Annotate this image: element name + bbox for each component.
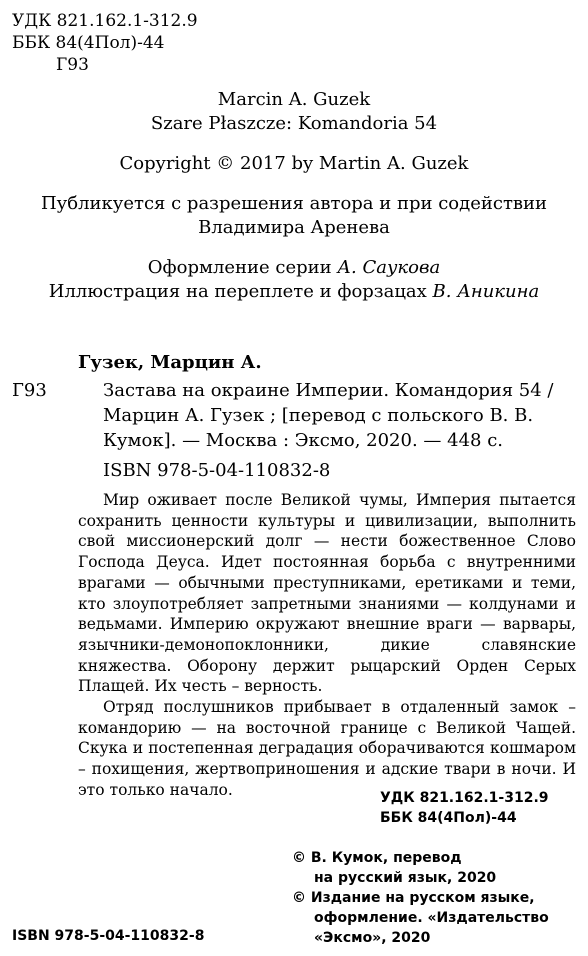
author-sign: Г93: [56, 55, 89, 75]
annotation-paragraph: Отряд послушников прибывает в отдаленный замок – командорию — на восточной границе с Великой Чащей. Скука и постепенная деградация оборачиваются кошмаром – похищения, жертвоприношения и адские твари в ночи. И это только начало.: [78, 698, 576, 799]
original-title: Szare Płaszcze: Komandoria 54: [150, 113, 438, 134]
series-design-label: Оформление серии: [147, 257, 338, 278]
footer-bbk: ББК 84(4Пол)-44: [380, 810, 517, 826]
edition-copyright-1: © Издание на русском языке,: [292, 890, 535, 906]
author-heading: Гузек, Марцин А.: [78, 352, 262, 373]
translation-copyright-2: на русский язык, 2020: [314, 870, 497, 886]
translation-copyright-1: © В. Кумок, перевод: [292, 850, 462, 866]
isbn: ISBN 978-5-04-110832-8: [103, 460, 331, 481]
bbk-code: ББК 84(4Пол)-44: [12, 33, 165, 53]
original-copyright: Copyright © 2017 by Martin A. Guzek: [119, 153, 469, 174]
permission-line-1: Публикуется с разрешения автора и при содействии: [40, 193, 548, 214]
isbn-bottom: ISBN 978-5-04-110832-8: [12, 928, 205, 944]
classification-codes: [12, 10, 198, 76]
margin-author-sign: Г93: [12, 380, 47, 401]
series-design-credit: [0, 256, 588, 280]
annotation: [78, 490, 576, 801]
copyright-notices: [292, 848, 549, 948]
illustration-label: Иллюстрация на переплете и форзацах: [48, 281, 433, 302]
annotation-paragraph: Мир оживает после Великой чумы, Империя пытается сохранить ценности культуры и цивилизации, выполнить свой миссионерский долг — нести божественное Слово Господа Деуса. Идет постоянная борьба с внутренними врагами — обычными преступниками, еретиками и теми, кто злоупотребляет запретными знаниями — колдунами и ведьмами. Империю окружают внешние враги — варвары, язычники-демонопоклонники, дикие славянские княжества. Оборону держит рыцарский Орден Серых Плащей. Их честь – верность.: [78, 491, 576, 696]
series-designer-name: А. Саукова: [337, 257, 441, 278]
illustrator-name: В. Аникина: [432, 281, 540, 302]
edition-copyright-3: «Эксмо», 2020: [314, 930, 431, 946]
edition-copyright-2: оформление. «Издательство: [314, 910, 549, 926]
illustration-credit: [0, 280, 588, 304]
bibliographic-description: Застава на окраине Империи. Командория 54 / Марцин А. Гузек ; [перевод с польского В. В. Кумок]. — Москва : Эксмо, 2020. — 448 с.: [103, 380, 554, 451]
footer-udk: УДК 821.162.1-312.9: [380, 790, 549, 806]
footer-classification-codes: [380, 788, 549, 828]
permission-line-2: Владимира Аренева: [198, 217, 390, 238]
original-author: Marcin A. Guzek: [217, 89, 371, 110]
udk-code: УДК 821.162.1-312.9: [12, 11, 198, 31]
